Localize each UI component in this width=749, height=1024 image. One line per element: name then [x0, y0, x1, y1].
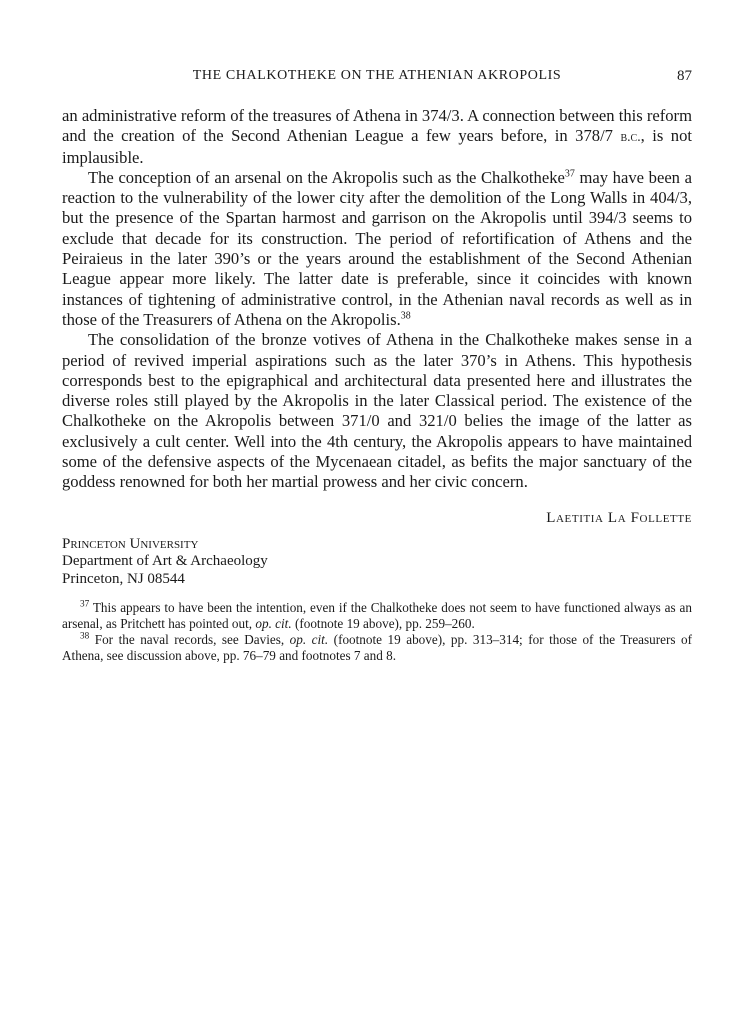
- paragraph-3: The consolidation of the bronze votives of Athena in the Chalkotheke makes sense in a period of revived imperial aspirations such as the later 370’s in Athens. This hypothesis corresponds best to the epigraphical and architectural data presented here and illustrates the diverse roles still played by the Akropolis in the later Classical period. The existence of the Chalkotheke on the Akropolis between 371/0 and 321/0 belies the image of the latter as exclusively a cult center. Well into the 4th century, the Akropolis appears to have maintained some of the defensive aspects of the Mycenaean citadel, as befits the major sanctuary of the goddess renowned for both her martial prowess and her civic concern.: [62, 330, 692, 492]
- footnote-38-end: (footnote 19 above), pp. 313–314; for those of the Treasurers of Athena, see discussion above, pp. 76–79 and footnotes 7 and 8.: [62, 632, 693, 664]
- footnote-37-text: This appears to have been the intention, even if the Chalkotheke does not seem to have functioned always as an arsenal, as Pritchett has pointed out,: [62, 600, 692, 632]
- body-text: [62, 106, 692, 493]
- footnote-38: [62, 632, 692, 664]
- footnote-37-end: (footnote 19 above), pp. 259–260.: [294, 616, 475, 632]
- article-page: [62, 66, 692, 664]
- address-department: Department of Art & Archaeology: [62, 553, 268, 570]
- paragraph-1-end: , is not implausible.: [62, 126, 692, 167]
- running-header: [62, 66, 692, 90]
- address-institution: Princeton University: [62, 535, 199, 552]
- footnote-ref-37[interactable]: 37: [564, 168, 575, 180]
- footnote-ref-38[interactable]: 38: [400, 310, 411, 322]
- footnote-37-number: 37: [80, 598, 90, 609]
- page-number: 87: [677, 68, 692, 84]
- footnote-37-ref: op. cit.: [255, 616, 292, 632]
- footnote-38-ref: op. cit.: [289, 632, 329, 648]
- paragraph-2: [62, 168, 692, 330]
- author-signature: Laetitia La Follette: [546, 509, 692, 526]
- paragraph-1-text: an administrative reform of the treasures of Athena in 374/3. A connection between this reform and the creation of the Second Athenian League a few years before, in 378/7: [62, 106, 692, 146]
- paragraph-2-cont: may have been a reaction to the vulnerability of the lower city after the demolition of the Long Walls in 404/3, but the presence of the Spartan harmost and garrison on the Akropolis until 394/3 seems to exclude that decade for its construction. The period of refortification of Athens and the Peiraieus in the later 390’s or the years around the establishment of the Second Athenian League appear more likely. The latter date is preferable, since it coincides with known instances of tightening of administrative control, in the Athenian naval records as well as in those of the Treasurers of Athena on the Akropolis.: [62, 167, 692, 329]
- footnote-38-number: 38: [80, 630, 90, 641]
- author-address: [62, 536, 692, 589]
- paragraph-2-text: The conception of an arsenal on the Akropolis such as the Chalkotheke: [88, 167, 565, 187]
- footnote-37: [62, 600, 692, 632]
- footnotes: [62, 600, 692, 664]
- footnote-38-text: For the naval records, see Davies,: [94, 632, 285, 648]
- paragraph-1: [62, 106, 692, 168]
- running-title: THE CHALKOTHEKE ON THE ATHENIAN AKROPOLIS: [192, 68, 562, 83]
- address-city: Princeton, NJ 08544: [62, 570, 185, 587]
- era-abbreviation: b.c.: [620, 129, 641, 145]
